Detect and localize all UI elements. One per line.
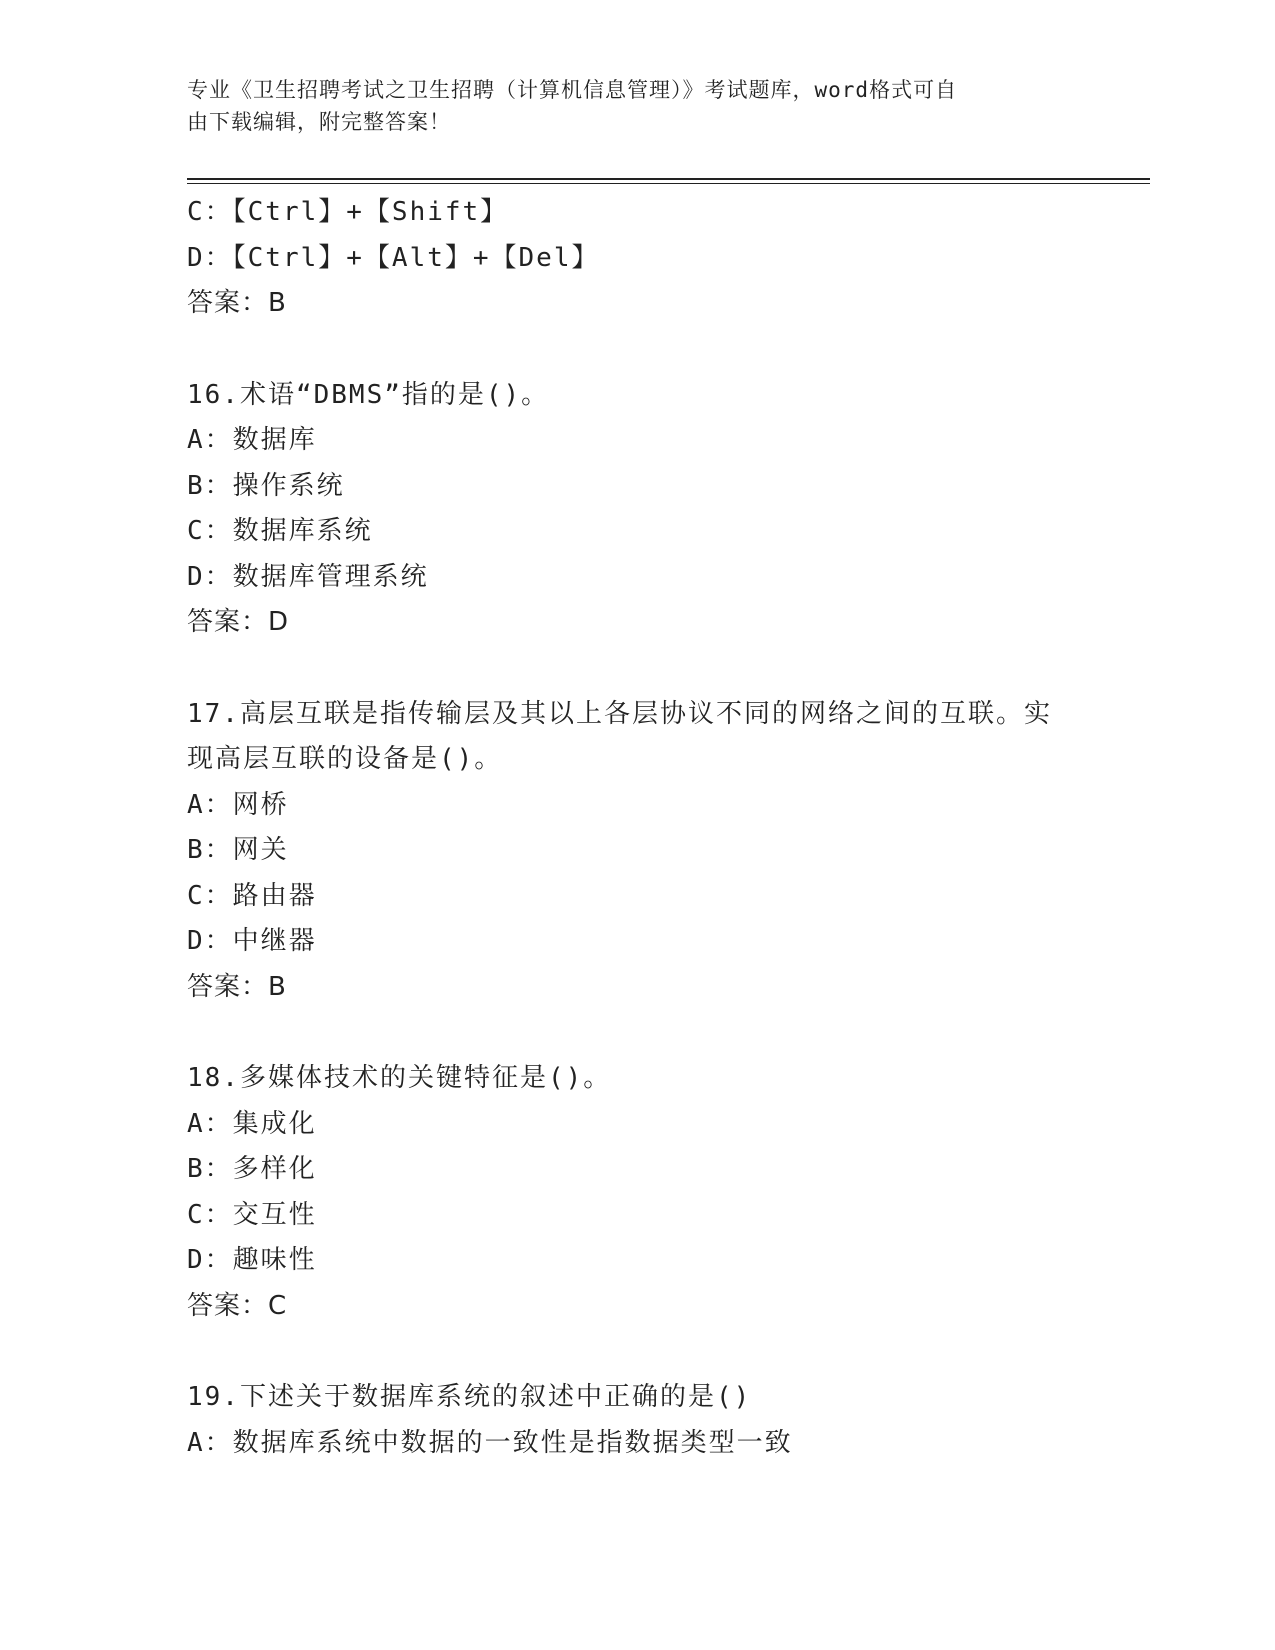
- answer-label: 答案：D: [187, 607, 290, 637]
- question-18: [187, 1056, 1087, 1329]
- option-a: A：集成化: [187, 1108, 317, 1139]
- option-c: C：数据库系统: [187, 516, 373, 546]
- document-header: [187, 74, 1067, 138]
- header-rule-thin: [187, 183, 1150, 184]
- answer-label: 答案：B: [187, 971, 287, 1002]
- option-c: C：【Ctrl】+【Shift】: [187, 197, 509, 227]
- option-a: A：网桥: [187, 789, 289, 820]
- option-d: D：数据库管理系统: [187, 561, 429, 592]
- option-b: B：网关: [187, 835, 289, 865]
- option-d: D：【Ctrl】+【Alt】+【Del】: [187, 242, 600, 273]
- question-16: [187, 373, 1087, 646]
- option-d: D：中继器: [187, 926, 317, 956]
- question-stem-line-1: 17.高层互联是指传输层及其以上各层协议不同的网络之间的互联。实: [187, 698, 1052, 729]
- question-stem: 18.多媒体技术的关键特征是()。: [187, 1063, 612, 1093]
- question-19: [187, 1375, 1087, 1466]
- question-list: [187, 190, 1087, 1466]
- answer-label: 答案：C: [187, 1290, 288, 1321]
- option-b: B：操作系统: [187, 470, 345, 501]
- option-c: C：路由器: [187, 880, 317, 911]
- header-rule-thick: [187, 178, 1150, 180]
- question-stem: 19.下述关于数据库系统的叙述中正确的是(): [187, 1382, 752, 1412]
- option-b: B：多样化: [187, 1154, 317, 1184]
- option-d: D：趣味性: [187, 1245, 317, 1275]
- option-c: C：交互性: [187, 1199, 317, 1230]
- option-a: A：数据库系统中数据的一致性是指数据类型一致: [187, 1427, 793, 1458]
- question-15-tail: [187, 190, 1087, 327]
- question-stem: 16.术语“DBMS”指的是()。: [187, 379, 550, 410]
- header-line-2: 由下载编辑，附完整答案！: [187, 110, 451, 134]
- header-line-1: 专业《卫生招聘考试之卫生招聘（计算机信息管理）》考试题库，word格式可自: [187, 78, 958, 102]
- question-stem-line-2: 现高层互联的设备是()。: [187, 744, 503, 774]
- answer-label: 答案：B: [187, 288, 287, 318]
- option-a: A：数据库: [187, 425, 317, 455]
- question-17: [187, 692, 1087, 1011]
